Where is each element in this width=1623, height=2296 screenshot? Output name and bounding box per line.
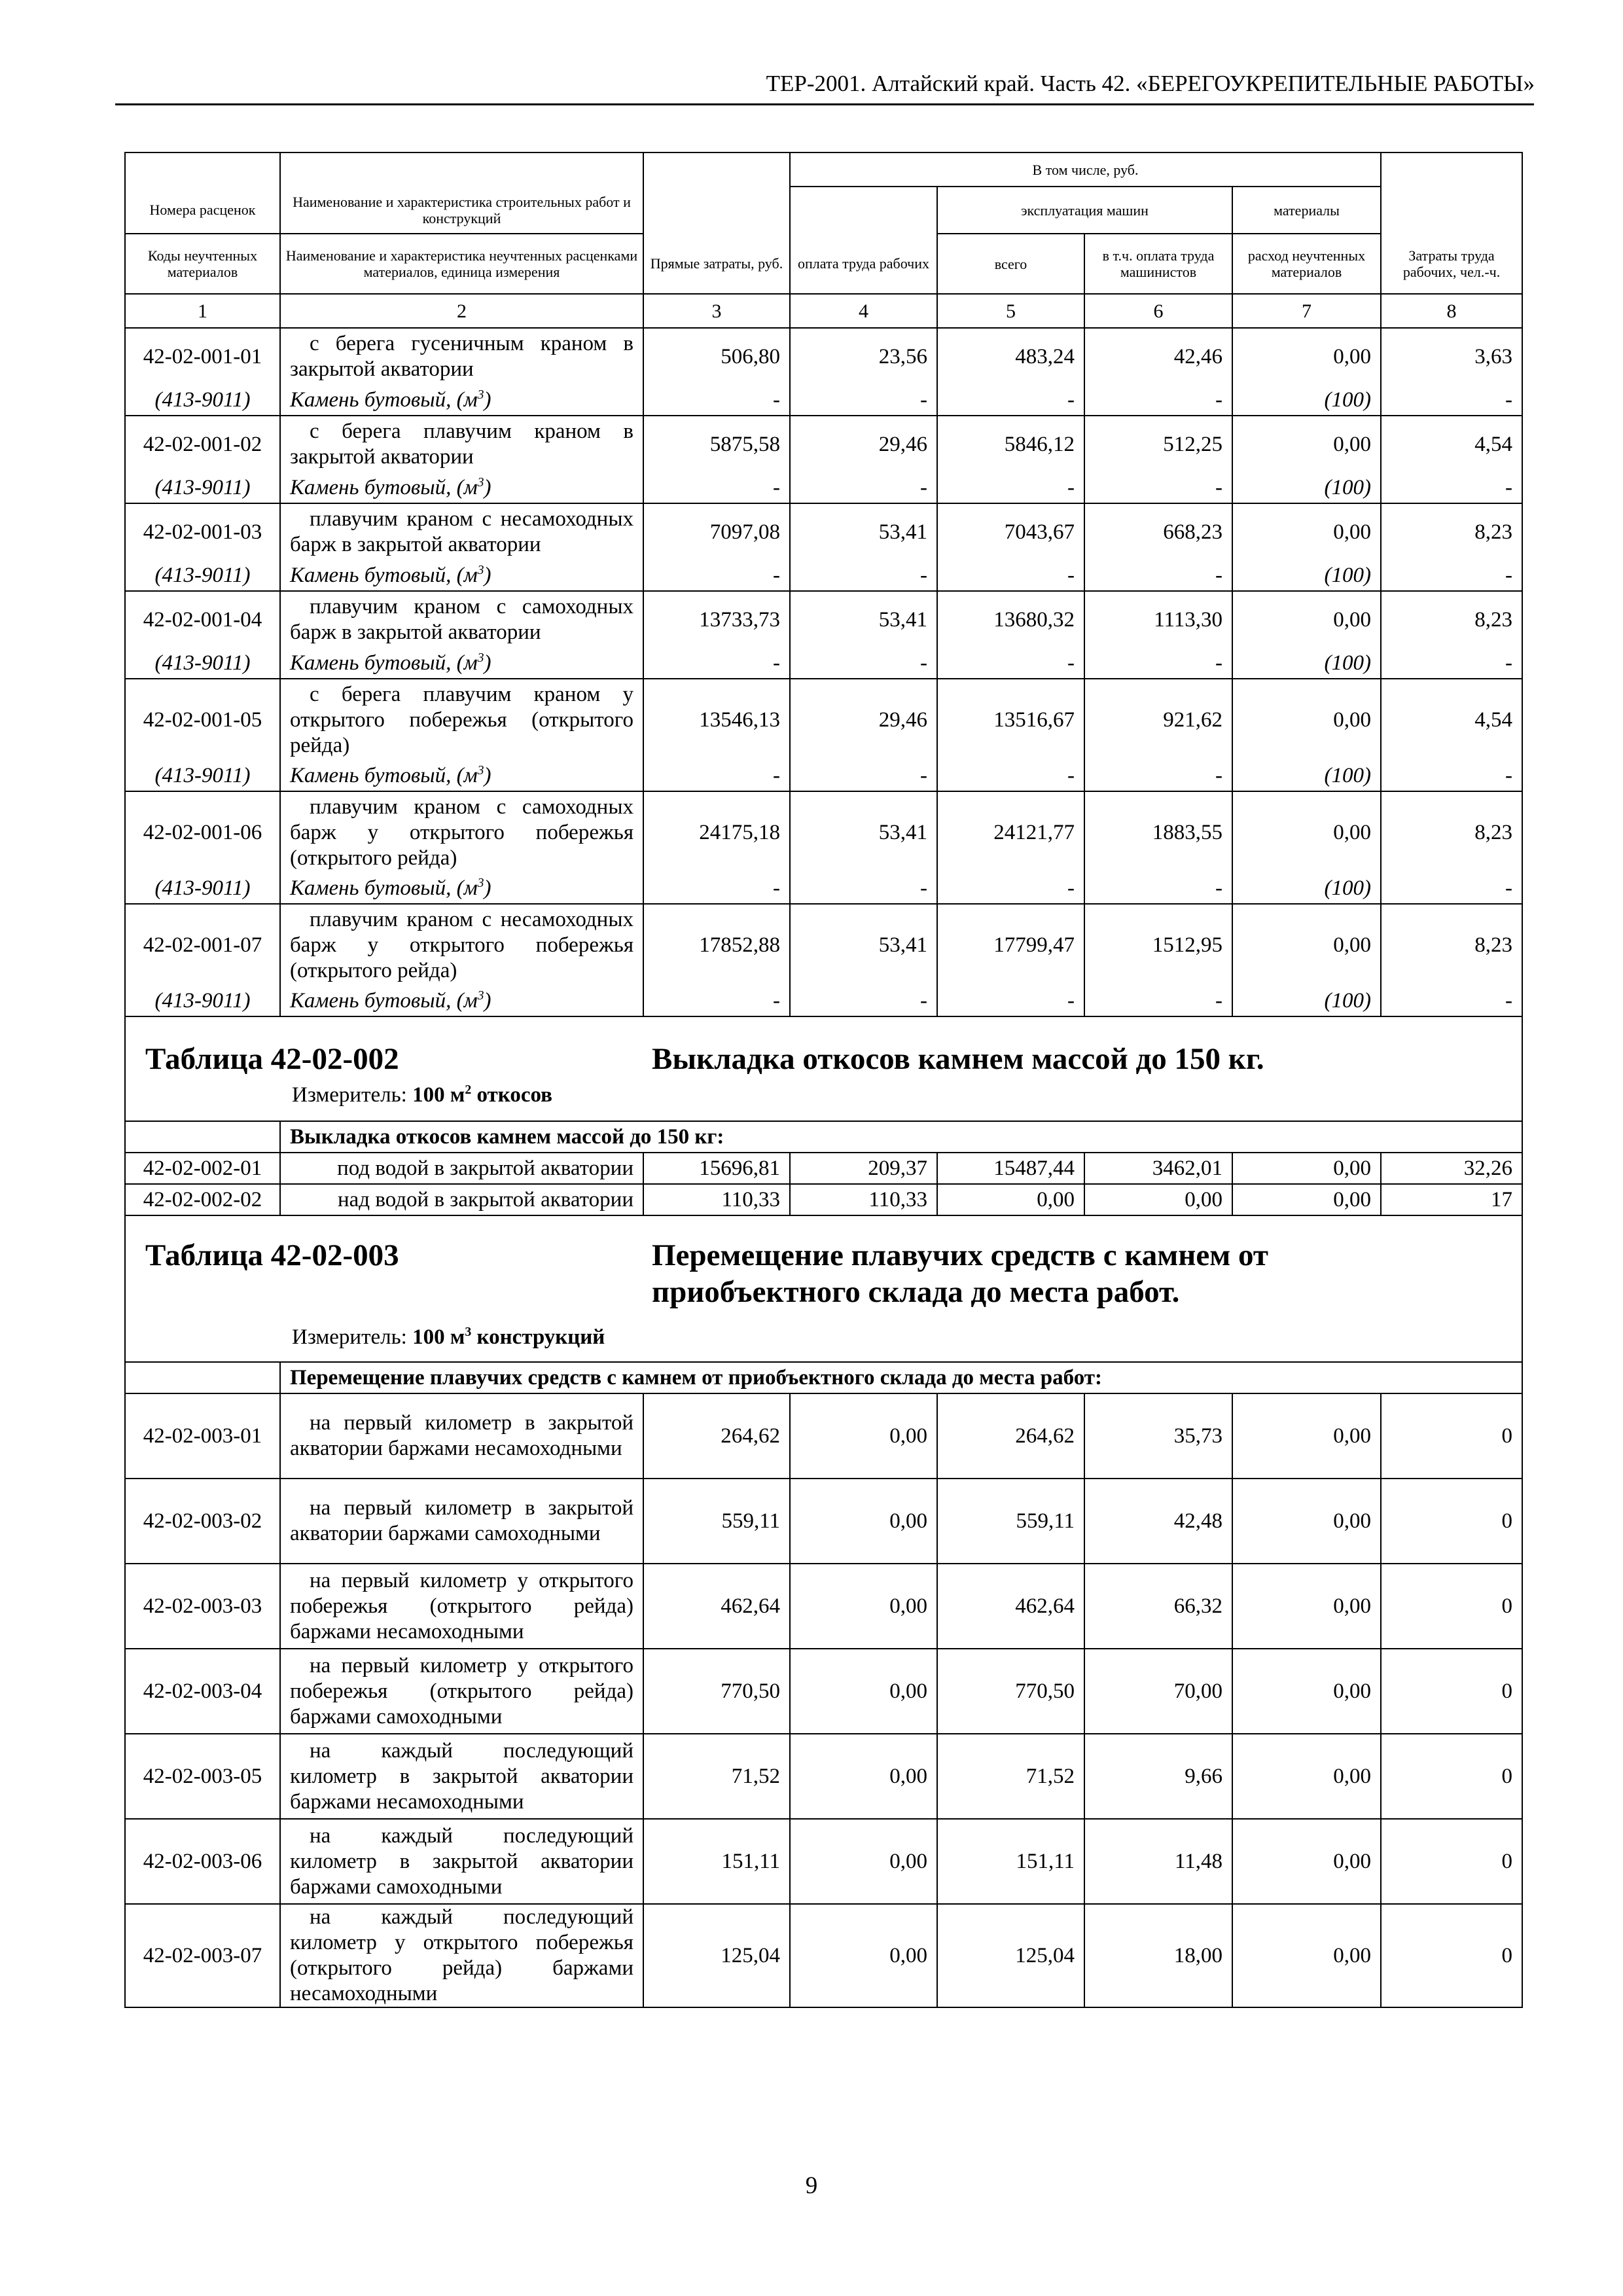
section-label: Таблица 42-02-003 (145, 1238, 399, 1272)
value-cell-col7: 0,00 (1232, 416, 1381, 473)
value-cell-col4: 53,41 (790, 591, 937, 648)
dash-cell: - (790, 560, 937, 591)
rate-description: плавучим краном с самоходных барж в закрытой акватории (280, 591, 643, 648)
dash-cell: - (1381, 986, 1522, 1016)
value-cell-col7: 0,00 (1232, 1153, 1381, 1184)
table-row (125, 1479, 1522, 1564)
rate-code: 42-02-003-07 (125, 1904, 280, 2007)
value-cell-col5: 17799,47 (937, 904, 1084, 986)
rate-code: 42-02-001-01 (125, 328, 280, 385)
page-header: ТЕР-2001. Алтайский край. Часть 42. «БЕРЕГОУКРЕПИТЕЛЬНЫЕ РАБОТЫ» (766, 71, 1535, 96)
dash-cell: - (937, 648, 1084, 679)
material-code: (413-9011) (125, 761, 280, 791)
dash-cell: - (1084, 873, 1232, 904)
section-title-row (125, 1016, 1522, 1121)
value-cell-col5: 13680,32 (937, 591, 1084, 648)
table-row (125, 904, 1522, 986)
material-percent: (100) (1232, 385, 1381, 416)
material-unit-exponent: 3 (477, 562, 484, 577)
value-cell-col8: 17 (1381, 1184, 1522, 1215)
material-name-close: ) (484, 988, 491, 1013)
dash-cell: - (1084, 473, 1232, 503)
value-cell-col3: 151,11 (643, 1819, 790, 1904)
value-cell-col8: 4,54 (1381, 416, 1522, 473)
material-percent: (100) (1232, 648, 1381, 679)
rates-table (124, 152, 1523, 2008)
table-row (125, 1819, 1522, 1904)
value-cell-col4: 0,00 (790, 1564, 937, 1649)
value-cell-col5: 264,62 (937, 1393, 1084, 1479)
dash-cell: - (1084, 385, 1232, 416)
section-meter (292, 1325, 605, 1350)
value-cell-col4: 53,41 (790, 904, 937, 986)
dash-cell: - (1381, 648, 1522, 679)
rate-code: 42-02-001-03 (125, 503, 280, 560)
section-label: Таблица 42-02-002 (145, 1042, 399, 1076)
group-header: Перемещение плавучих средств с камнем от приобъектного склада до места работ: (280, 1362, 1522, 1393)
hdr-rate-number: Номера расценок (125, 187, 280, 234)
value-cell-col3: 506,80 (643, 328, 790, 385)
value-cell-col4: 0,00 (790, 1904, 937, 2007)
table-row (125, 1184, 1522, 1215)
meter-suffix: конструкций (476, 1325, 605, 1349)
value-cell-col6: 3462,01 (1084, 1153, 1232, 1184)
material-code: (413-9011) (125, 473, 280, 503)
dash-cell: - (1084, 648, 1232, 679)
hdr-hours-cell (1381, 152, 1522, 187)
value-cell-col4: 29,46 (790, 416, 937, 473)
dash-cell: - (790, 385, 937, 416)
meter-exponent: 3 (465, 1325, 472, 1339)
dash-cell: - (937, 385, 1084, 416)
material-name-text: Камень бутовый, (м (290, 651, 478, 675)
value-cell-col6: 42,46 (1084, 328, 1232, 385)
rate-code: 42-02-003-01 (125, 1393, 280, 1479)
value-cell-col5: 770,50 (937, 1649, 1084, 1734)
value-cell-col6: 66,32 (1084, 1564, 1232, 1649)
value-cell-col3: 462,64 (643, 1564, 790, 1649)
material-percent: (100) (1232, 560, 1381, 591)
rate-description: на каждый последующий километр в закрытой акватории баржами самоходными (280, 1819, 643, 1904)
material-row (125, 560, 1522, 591)
value-cell-col4: 53,41 (790, 791, 937, 873)
col-number: 1 (125, 294, 280, 328)
material-row (125, 873, 1522, 904)
table-row (125, 679, 1522, 761)
value-cell-col8: 0 (1381, 1649, 1522, 1734)
table-row (125, 1153, 1522, 1184)
rate-description: на первый километр у открытого побережья (открытого рейда) баржами самоходными (280, 1649, 643, 1734)
section-title: Выкладка откосов камнем массой до 150 кг. (652, 1042, 1264, 1076)
dash-cell: - (1381, 873, 1522, 904)
dash-cell: - (1381, 560, 1522, 591)
hdr-material-codes: Коды неучтенных материалов (125, 234, 280, 294)
value-cell-col3: 15696,81 (643, 1153, 790, 1184)
material-unit-exponent: 3 (477, 387, 484, 402)
hdr-labor-hours: Затраты труда рабочих, чел.-ч. (1381, 234, 1522, 294)
value-cell-col5: 71,52 (937, 1734, 1084, 1819)
group-header: Выкладка откосов камнем массой до 150 кг: (280, 1121, 1522, 1153)
section-title: Перемещение плавучих средств с камнем от приобъектного склада до места работ. (652, 1238, 1268, 1309)
hdr-including: В том числе, руб. (790, 152, 1381, 187)
dash-cell: - (790, 873, 937, 904)
material-percent: (100) (1232, 986, 1381, 1016)
value-cell-col8: 8,23 (1381, 503, 1522, 560)
value-cell-col3: 7097,08 (643, 503, 790, 560)
material-code: (413-9011) (125, 986, 280, 1016)
value-cell-col5: 125,04 (937, 1904, 1084, 2007)
value-cell-col8: 4,54 (1381, 679, 1522, 761)
material-name (280, 648, 643, 679)
value-cell-col7: 0,00 (1232, 1904, 1381, 2007)
value-cell-col7: 0,00 (1232, 1649, 1381, 1734)
table-row (125, 1649, 1522, 1734)
value-cell-col3: 17852,88 (643, 904, 790, 986)
value-cell-col6: 70,00 (1084, 1649, 1232, 1734)
dash-cell: - (937, 473, 1084, 503)
value-cell-col8: 8,23 (1381, 791, 1522, 873)
value-cell-col5: 0,00 (937, 1184, 1084, 1215)
dash-cell: - (937, 986, 1084, 1016)
material-name-close: ) (484, 876, 491, 900)
material-code: (413-9011) (125, 648, 280, 679)
value-cell-col6: 1883,55 (1084, 791, 1232, 873)
dash-cell: - (1084, 560, 1232, 591)
value-cell-col7: 0,00 (1232, 679, 1381, 761)
value-cell-col8: 8,23 (1381, 591, 1522, 648)
value-cell-col8: 0 (1381, 1904, 1522, 2007)
material-name-text: Камень бутовый, (м (290, 763, 478, 787)
value-cell-col7: 0,00 (1232, 791, 1381, 873)
rate-description: с берега плавучим краном в закрытой акватории (280, 416, 643, 473)
material-unit-exponent: 3 (477, 988, 484, 1003)
col-number: 7 (1232, 294, 1381, 328)
material-name (280, 761, 643, 791)
rate-description: с берега гусеничным краном в закрытой акватории (280, 328, 643, 385)
material-unit-exponent: 3 (477, 762, 484, 778)
value-cell-col4: 29,46 (790, 679, 937, 761)
hdr-labor-pay: оплата труда рабочих (790, 234, 937, 294)
hdr-hours-blank (1381, 187, 1522, 234)
section-title-row (125, 1215, 1522, 1362)
dash-cell: - (643, 473, 790, 503)
hdr-direct-blank (643, 187, 790, 234)
rate-description: на первый километр в закрытой акватории баржами несамоходными (280, 1393, 643, 1479)
rate-code: 42-02-003-02 (125, 1479, 280, 1564)
col-number: 6 (1084, 294, 1232, 328)
value-cell-col3: 5875,58 (643, 416, 790, 473)
rate-description: плавучим краном с несамоходных барж у открытого побережья (открытого рейда) (280, 904, 643, 986)
material-row (125, 761, 1522, 791)
material-row (125, 385, 1522, 416)
dash-cell: - (937, 560, 1084, 591)
rate-code: 42-02-003-05 (125, 1734, 280, 1819)
rate-code: 42-02-002-02 (125, 1184, 280, 1215)
col-number: 3 (643, 294, 790, 328)
material-name-close: ) (484, 475, 491, 499)
material-name (280, 873, 643, 904)
rate-description: на каждый последующий километр в закрытой акватории баржами несамоходными (280, 1734, 643, 1819)
page-number: 9 (805, 2172, 818, 2199)
value-cell-col8: 0 (1381, 1734, 1522, 1819)
hdr-rate-number-cell (125, 152, 280, 187)
group-header-row (125, 1121, 1522, 1153)
meter-value (412, 1083, 552, 1107)
section-meter (292, 1083, 552, 1108)
value-cell-col5: 7043,67 (937, 503, 1084, 560)
meter-value-text: 100 м (412, 1083, 465, 1107)
material-name (280, 560, 643, 591)
value-cell-col7: 0,00 (1232, 503, 1381, 560)
material-code: (413-9011) (125, 560, 280, 591)
dash-cell: - (643, 560, 790, 591)
value-cell-col4: 0,00 (790, 1393, 937, 1479)
material-row (125, 473, 1522, 503)
material-percent: (100) (1232, 761, 1381, 791)
value-cell-col5: 5846,12 (937, 416, 1084, 473)
value-cell-col5: 15487,44 (937, 1153, 1084, 1184)
value-cell-col7: 0,00 (1232, 1819, 1381, 1904)
value-cell-col6: 1113,30 (1084, 591, 1232, 648)
value-cell-col8: 8,23 (1381, 904, 1522, 986)
material-name (280, 473, 643, 503)
value-cell-col5: 462,64 (937, 1564, 1084, 1649)
dash-cell: - (790, 761, 937, 791)
value-cell-col4: 0,00 (790, 1649, 937, 1734)
group-header-blank (125, 1121, 280, 1153)
rate-code: 42-02-001-02 (125, 416, 280, 473)
value-cell-col8: 0 (1381, 1819, 1522, 1904)
material-percent: (100) (1232, 873, 1381, 904)
section-title-cell (125, 1215, 1522, 1362)
value-cell-col7: 0,00 (1232, 1479, 1381, 1564)
dash-cell: - (643, 986, 790, 1016)
rate-description: плавучим краном с самоходных барж у открытого побережья (открытого рейда) (280, 791, 643, 873)
table-row (125, 1734, 1522, 1819)
value-cell-col4: 23,56 (790, 328, 937, 385)
value-cell-col6: 35,73 (1084, 1393, 1232, 1479)
rate-description: с берега плавучим краном у открытого побережья (открытого рейда) (280, 679, 643, 761)
material-row (125, 986, 1522, 1016)
hdr-machinist-pay: в т.ч. оплата труда машинистов (1084, 234, 1232, 294)
dash-cell: - (643, 648, 790, 679)
value-cell-col6: 921,62 (1084, 679, 1232, 761)
rate-description: под водой в закрытой акватории (280, 1153, 643, 1184)
table-row (125, 1904, 1522, 2007)
rate-code: 42-02-003-04 (125, 1649, 280, 1734)
meter-suffix: откосов (476, 1083, 552, 1107)
material-row (125, 648, 1522, 679)
value-cell-col6: 0,00 (1084, 1184, 1232, 1215)
material-name-close: ) (484, 763, 491, 787)
value-cell-col5: 559,11 (937, 1479, 1084, 1564)
value-cell-col6: 1512,95 (1084, 904, 1232, 986)
table-row (125, 791, 1522, 873)
hdr-work-name: Наименование и характеристика строительных работ и конструкций (280, 187, 643, 234)
hdr-unaccounted: расход неучтенных материалов (1232, 234, 1381, 294)
hdr-direct-cell (643, 152, 790, 187)
value-cell-col8: 0 (1381, 1479, 1522, 1564)
col-number: 2 (280, 294, 643, 328)
material-name-text: Камень бутовый, (м (290, 563, 478, 587)
value-cell-col8: 0 (1381, 1393, 1522, 1479)
material-percent: (100) (1232, 473, 1381, 503)
material-unit-exponent: 3 (477, 650, 484, 665)
col-number: 8 (1381, 294, 1522, 328)
value-cell-col7: 0,00 (1232, 1564, 1381, 1649)
value-cell-col7: 0,00 (1232, 904, 1381, 986)
dash-cell: - (643, 873, 790, 904)
value-cell-col5: 151,11 (937, 1819, 1084, 1904)
dash-cell: - (790, 648, 937, 679)
dash-cell: - (643, 761, 790, 791)
header-rule (115, 103, 1534, 105)
meter-value-text: 100 м (412, 1325, 465, 1349)
value-cell-col8: 32,26 (1381, 1153, 1522, 1184)
value-cell-col4: 0,00 (790, 1479, 937, 1564)
rate-description: на первый километр у открытого побережья (открытого рейда) баржами несамоходными (280, 1564, 643, 1649)
material-name-close: ) (484, 563, 491, 587)
section-title-cell (125, 1016, 1522, 1121)
value-cell-col6: 668,23 (1084, 503, 1232, 560)
value-cell-col4: 110,33 (790, 1184, 937, 1215)
table-row (125, 328, 1522, 385)
group-header-blank (125, 1362, 280, 1393)
rate-code: 42-02-001-05 (125, 679, 280, 761)
material-unit-exponent: 3 (477, 875, 484, 890)
value-cell-col6: 18,00 (1084, 1904, 1232, 2007)
value-cell-col4: 0,00 (790, 1819, 937, 1904)
col-number: 5 (937, 294, 1084, 328)
rate-description: над водой в закрытой акватории (280, 1184, 643, 1215)
material-name-text: Камень бутовый, (м (290, 475, 478, 499)
hdr-machine-ops: эксплуатация машин (937, 187, 1232, 234)
value-cell-col4: 53,41 (790, 503, 937, 560)
meter-exponent: 2 (465, 1083, 472, 1097)
value-cell-col3: 13546,13 (643, 679, 790, 761)
rate-description: плавучим краном с несамоходных барж в закрытой акватории (280, 503, 643, 560)
hdr-direct-costs: Прямые затраты, руб. (643, 234, 790, 294)
value-cell-col3: 24175,18 (643, 791, 790, 873)
dash-cell: - (1084, 761, 1232, 791)
table-row (125, 416, 1522, 473)
value-cell-col3: 125,04 (643, 1904, 790, 2007)
rate-code: 42-02-003-06 (125, 1819, 280, 1904)
hdr-total: всего (937, 234, 1084, 294)
value-cell-col5: 24121,77 (937, 791, 1084, 873)
dash-cell: - (1084, 986, 1232, 1016)
dash-cell: - (937, 873, 1084, 904)
dash-cell: - (1381, 473, 1522, 503)
dash-cell: - (790, 473, 937, 503)
material-name-close: ) (484, 651, 491, 675)
material-unit-exponent: 3 (477, 475, 484, 490)
value-cell-col3: 110,33 (643, 1184, 790, 1215)
value-cell-col8: 3,63 (1381, 328, 1522, 385)
value-cell-col7: 0,00 (1232, 1393, 1381, 1479)
table-row (125, 1564, 1522, 1649)
dash-cell: - (643, 385, 790, 416)
hdr-materials: материалы (1232, 187, 1381, 234)
hdr-material-names: Наименование и характеристика неучтенных расценками материалов, единица измерения (280, 234, 643, 294)
value-cell-col3: 559,11 (643, 1479, 790, 1564)
rate-description: на первый километр в закрытой акватории баржами самоходными (280, 1479, 643, 1564)
col-number: 4 (790, 294, 937, 328)
dash-cell: - (790, 986, 937, 1016)
value-cell-col5: 483,24 (937, 328, 1084, 385)
hdr-work-name-cell (280, 152, 643, 187)
meter-prefix: Измеритель: (292, 1083, 407, 1107)
value-cell-col7: 0,00 (1232, 591, 1381, 648)
value-cell-col4: 0,00 (790, 1734, 937, 1819)
table-row (125, 503, 1522, 560)
material-name-text: Камень бутовый, (м (290, 387, 478, 412)
material-name-text: Камень бутовый, (м (290, 988, 478, 1013)
material-name-close: ) (484, 387, 491, 412)
table-row (125, 591, 1522, 648)
value-cell-col7: 0,00 (1232, 1184, 1381, 1215)
value-cell-col6: 9,66 (1084, 1734, 1232, 1819)
rate-code: 42-02-003-03 (125, 1564, 280, 1649)
material-name (280, 986, 643, 1016)
value-cell-col3: 264,62 (643, 1393, 790, 1479)
material-name (280, 385, 643, 416)
value-cell-col4: 209,37 (790, 1153, 937, 1184)
dash-cell: - (1381, 761, 1522, 791)
meter-prefix: Измеритель: (292, 1325, 407, 1349)
value-cell-col5: 13516,67 (937, 679, 1084, 761)
value-cell-col7: 0,00 (1232, 328, 1381, 385)
rate-code: 42-02-002-01 (125, 1153, 280, 1184)
material-code: (413-9011) (125, 385, 280, 416)
value-cell-col8: 0 (1381, 1564, 1522, 1649)
group-header-row (125, 1362, 1522, 1393)
value-cell-col6: 11,48 (1084, 1819, 1232, 1904)
value-cell-col3: 770,50 (643, 1649, 790, 1734)
table-row (125, 1393, 1522, 1479)
dash-cell: - (1381, 385, 1522, 416)
material-name-text: Камень бутовый, (м (290, 876, 478, 900)
material-code: (413-9011) (125, 873, 280, 904)
value-cell-col3: 13733,73 (643, 591, 790, 648)
value-cell-col7: 0,00 (1232, 1734, 1381, 1819)
rate-code: 42-02-001-04 (125, 591, 280, 648)
value-cell-col6: 42,48 (1084, 1479, 1232, 1564)
rate-code: 42-02-001-07 (125, 904, 280, 986)
hdr-labor-blank (790, 187, 937, 234)
meter-value (412, 1325, 605, 1349)
value-cell-col3: 71,52 (643, 1734, 790, 1819)
dash-cell: - (937, 761, 1084, 791)
rate-code: 42-02-001-06 (125, 791, 280, 873)
rate-description: на каждый последующий километр у открытого побережья (открытого рейда) баржами несамоходными (280, 1904, 643, 2007)
value-cell-col6: 512,25 (1084, 416, 1232, 473)
